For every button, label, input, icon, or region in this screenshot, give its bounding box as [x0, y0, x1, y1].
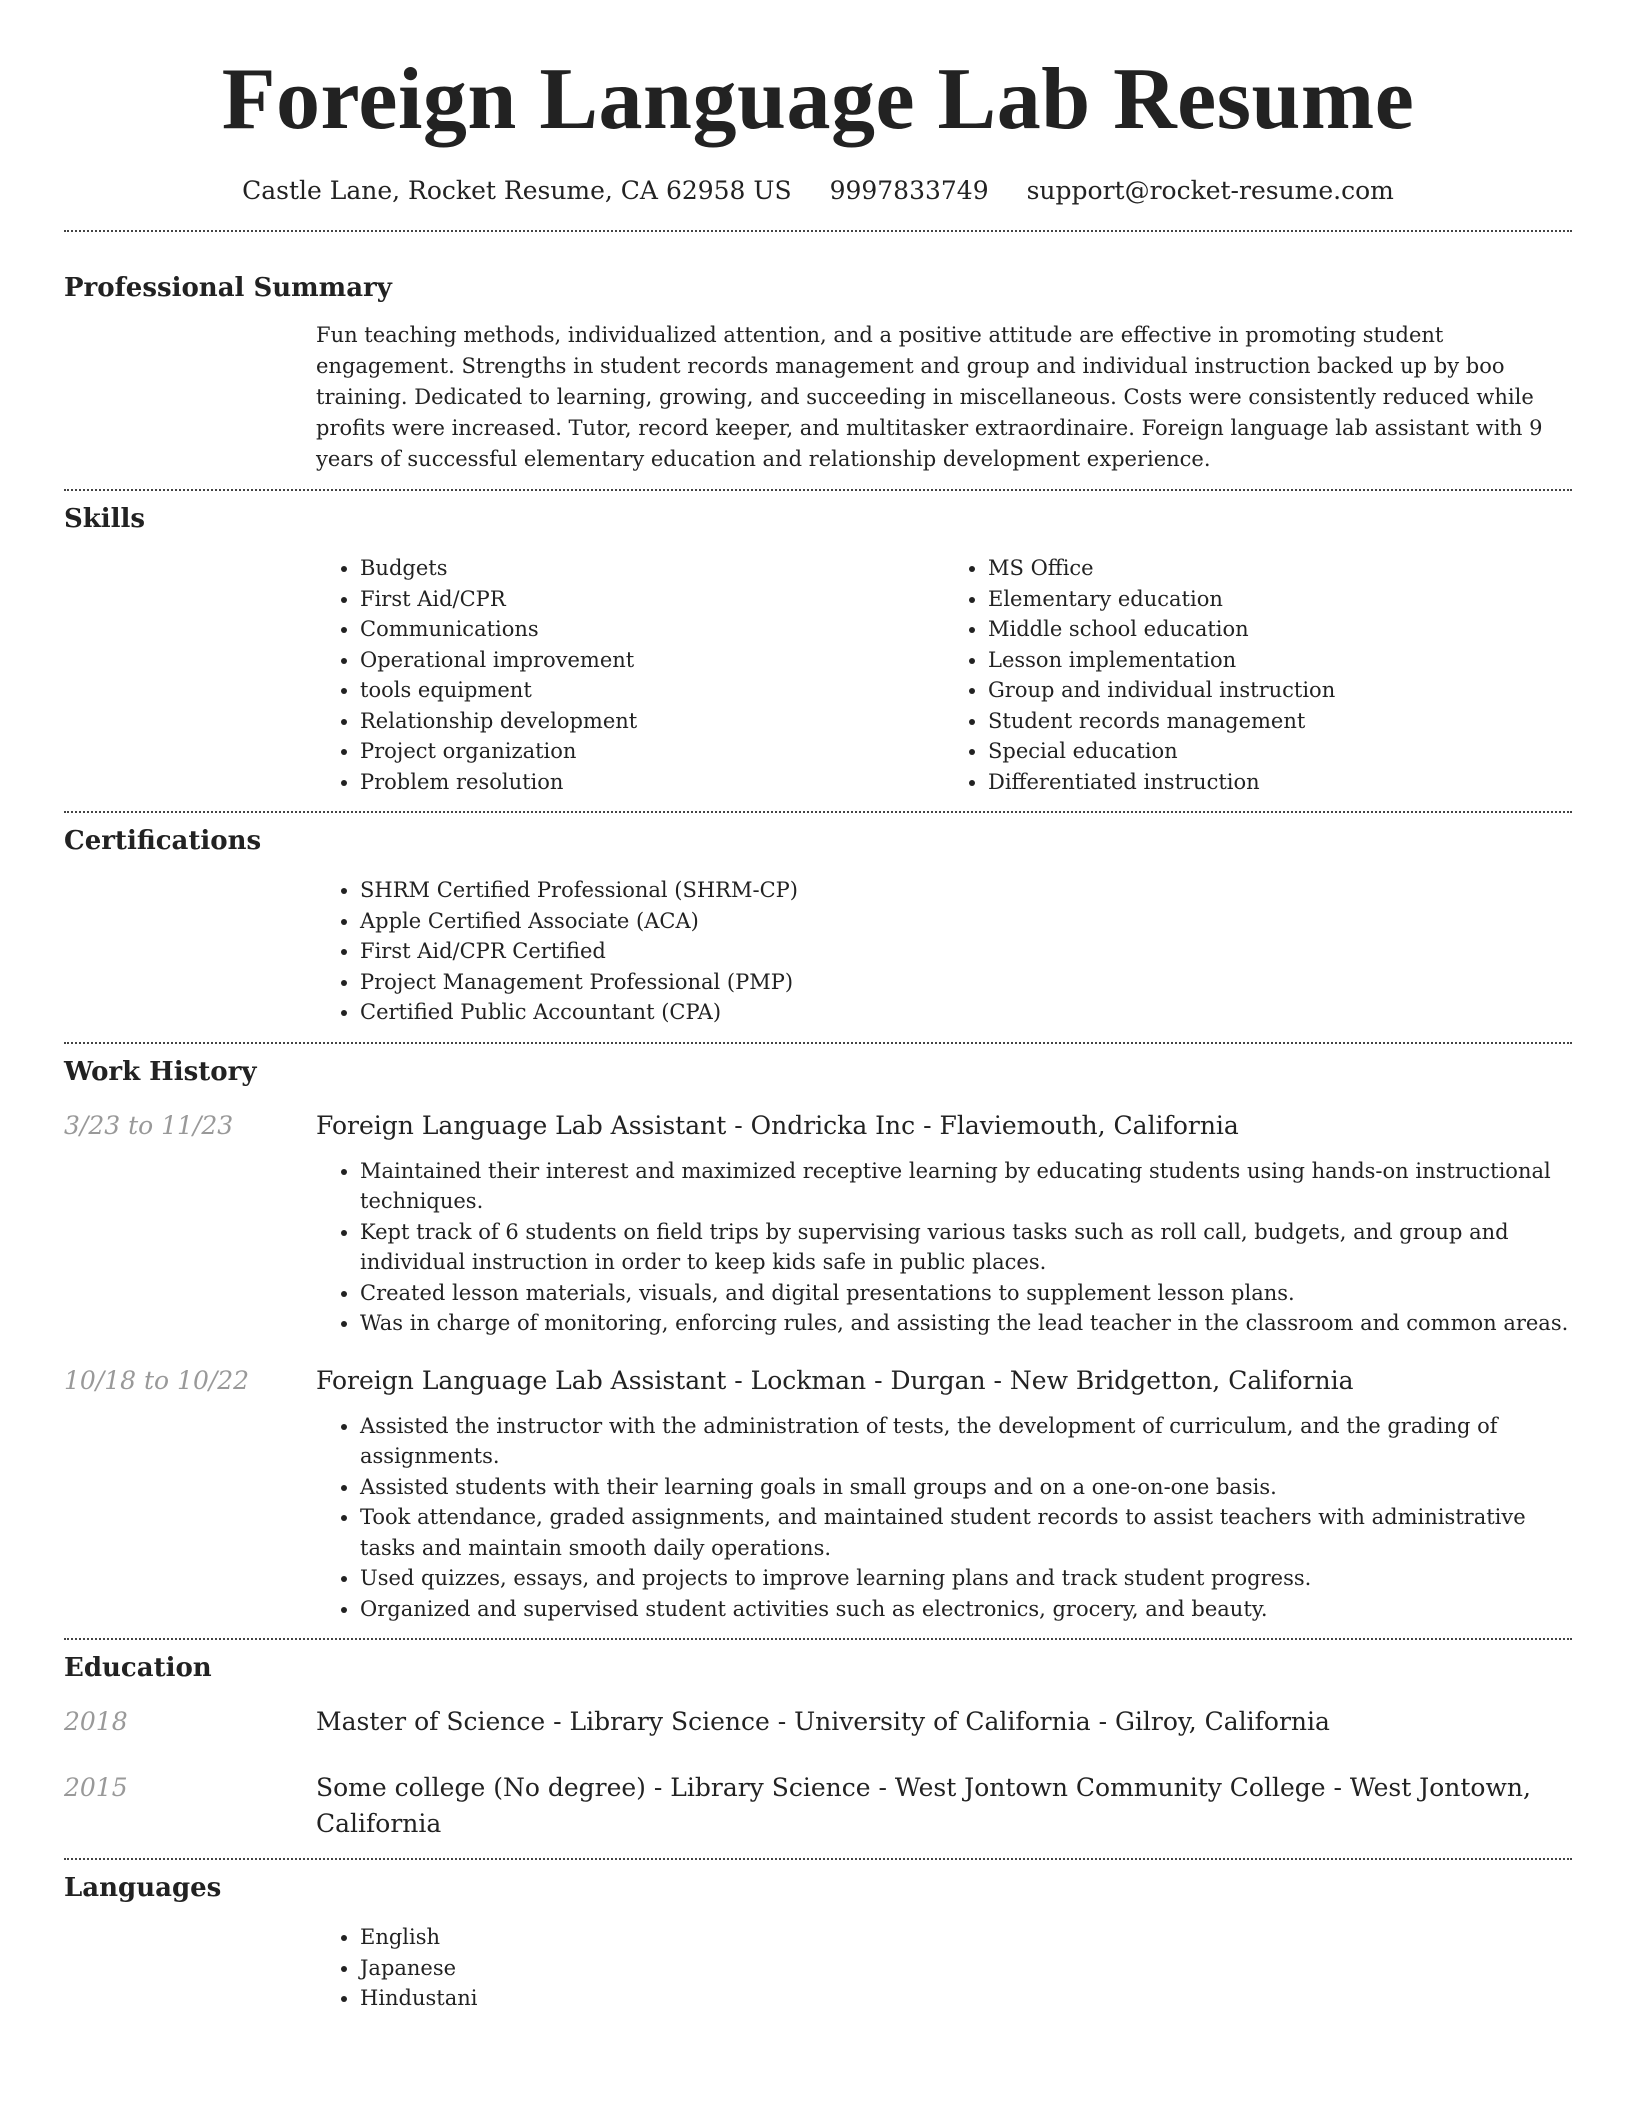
work-section [64, 1044, 1572, 1625]
list-item: • First Aid/CPR [360, 584, 944, 615]
job-title: Foreign Language Lab Assistant - Ondricka Inc - Flaviemouth, California [316, 1110, 1239, 1140]
list-item: • Budgets [360, 553, 944, 584]
list-item: • Created lesson materials, visuals, and digital presentations to supplement lesson plans. [360, 1278, 1572, 1309]
education-section [64, 1640, 1572, 1842]
contact-address: Castle Lane, Rocket Resume, CA 62958 US [242, 176, 792, 205]
list-item: • SHRM Certified Professional (SHRM-CP) [360, 875, 1572, 906]
education-entry [64, 1704, 1572, 1740]
list-item: • Group and individual instruction [988, 675, 1572, 706]
job-bullets [316, 1156, 1572, 1339]
list-item: • MS Office [988, 553, 1572, 584]
summary-heading: Professional Summary [64, 273, 392, 303]
summary-content [316, 320, 1572, 475]
job-title: Foreign Language Lab Assistant - Lockman - Durgan - New Bridgetton, California [316, 1365, 1354, 1395]
skills-list-right [944, 553, 1572, 797]
list-item: • Assisted the instructor with the administration of tests, the development of curriculum, and the grading of assignments. [360, 1411, 1572, 1472]
education-text: Master of Science - Library Science - University of California - Gilroy, California [316, 1707, 1330, 1736]
work-heading: Work History [64, 1056, 257, 1087]
summary-section [64, 232, 1572, 475]
certifications-list [316, 875, 1572, 1028]
list-item: • First Aid/CPR Certified [360, 936, 1572, 967]
list-item: • Was in charge of monitoring, enforcing rules, and assisting the lead teacher in the classroom and common areas. [360, 1308, 1572, 1339]
list-item: • Japanese [360, 1953, 1572, 1984]
education-heading: Education [64, 1653, 212, 1683]
list-item: • tools equipment [360, 675, 944, 706]
list-item: • Maintained their interest and maximized receptive learning by educating students using hands-on instructional techniques. [360, 1156, 1572, 1217]
skills-heading: Skills [64, 504, 146, 534]
list-item: • Assisted students with their learning goals in small groups and on a one-on-one basis. [360, 1472, 1572, 1503]
list-item: • Project organization [360, 736, 944, 767]
list-item: • Took attendance, graded assignments, and maintained student records to assist teachers with administrative tasks and maintain smooth daily operations. [360, 1502, 1572, 1563]
job-entry [64, 1108, 1572, 1339]
languages-list [316, 1922, 1572, 2014]
education-text: Some college (No degree) - Library Science - West Jontown Community College - West Jontown, California [316, 1773, 1531, 1838]
list-item: • Communications [360, 614, 944, 645]
contact-email: support@rocket-resume.com [1026, 176, 1394, 205]
job-entry [64, 1363, 1572, 1625]
skills-columns [316, 553, 1572, 797]
list-item: • Used quizzes, essays, and projects to improve learning plans and track student progress. [360, 1563, 1572, 1594]
certifications-heading: Certifications [64, 826, 262, 856]
summary-text: Fun teaching methods, individualized attention, and a positive attitude are effective in promoting student engagement. Strengths in student records management and group and individual instruction backed up by boo training. Dedicated to learning, growing, and succeeding in miscellaneous. Costs were consistently reduced while profits were increased. Tutor, record keeper, and multitasker extraordinaire. Foreign language lab assistant with 9 years of successful elementary education and relationship development experience. [316, 323, 1543, 471]
list-item: • Special education [988, 736, 1572, 767]
list-item: • Kept track of 6 students on field trips by supervising various tasks such as roll call, budgets, and group and individual instruction in order to keep kids safe in public places. [360, 1217, 1572, 1278]
certifications-content [316, 875, 1572, 1028]
job-header [64, 1108, 1572, 1144]
job-date: 3/23 to 11/23 [64, 1110, 234, 1140]
certifications-section [64, 813, 1572, 1028]
list-item: • Organized and supervised student activities such as electronics, grocery, and beauty. [360, 1594, 1572, 1625]
education-entry [64, 1770, 1572, 1842]
education-date: 2018 [64, 1707, 128, 1736]
list-item: • Operational improvement [360, 645, 944, 676]
list-item: • Elementary education [988, 584, 1572, 615]
skills-list-left [316, 553, 944, 797]
contact-phone: 9997833749 [829, 176, 989, 205]
job-header [64, 1363, 1572, 1399]
job-date: 10/18 to 10/22 [64, 1365, 250, 1395]
list-item: • Certified Public Accountant (CPA) [360, 997, 1572, 1028]
job-bullets [316, 1411, 1572, 1625]
languages-section [64, 1860, 1572, 2014]
list-item: • Middle school education [988, 614, 1572, 645]
resume-header [64, 0, 1572, 206]
list-item: • English [360, 1922, 1572, 1953]
education-date: 2015 [64, 1773, 128, 1802]
list-item: • Relationship development [360, 706, 944, 737]
resume-title: Foreign Language Lab Resume [221, 51, 1415, 148]
contact-line [64, 176, 1572, 206]
list-item: • Student records management [988, 706, 1572, 737]
list-item: • Differentiated instruction [988, 767, 1572, 798]
list-item: • Hindustani [360, 1983, 1572, 2014]
skills-section [64, 491, 1572, 797]
resume-page [64, 0, 1572, 2014]
list-item: • Project Management Professional (PMP) [360, 967, 1572, 998]
languages-heading: Languages [64, 1873, 222, 1903]
list-item: • Apple Certified Associate (ACA) [360, 906, 1572, 937]
list-item: • Lesson implementation [988, 645, 1572, 676]
languages-content [316, 1922, 1572, 2014]
skills-content [316, 553, 1572, 797]
list-item: • Problem resolution [360, 767, 944, 798]
